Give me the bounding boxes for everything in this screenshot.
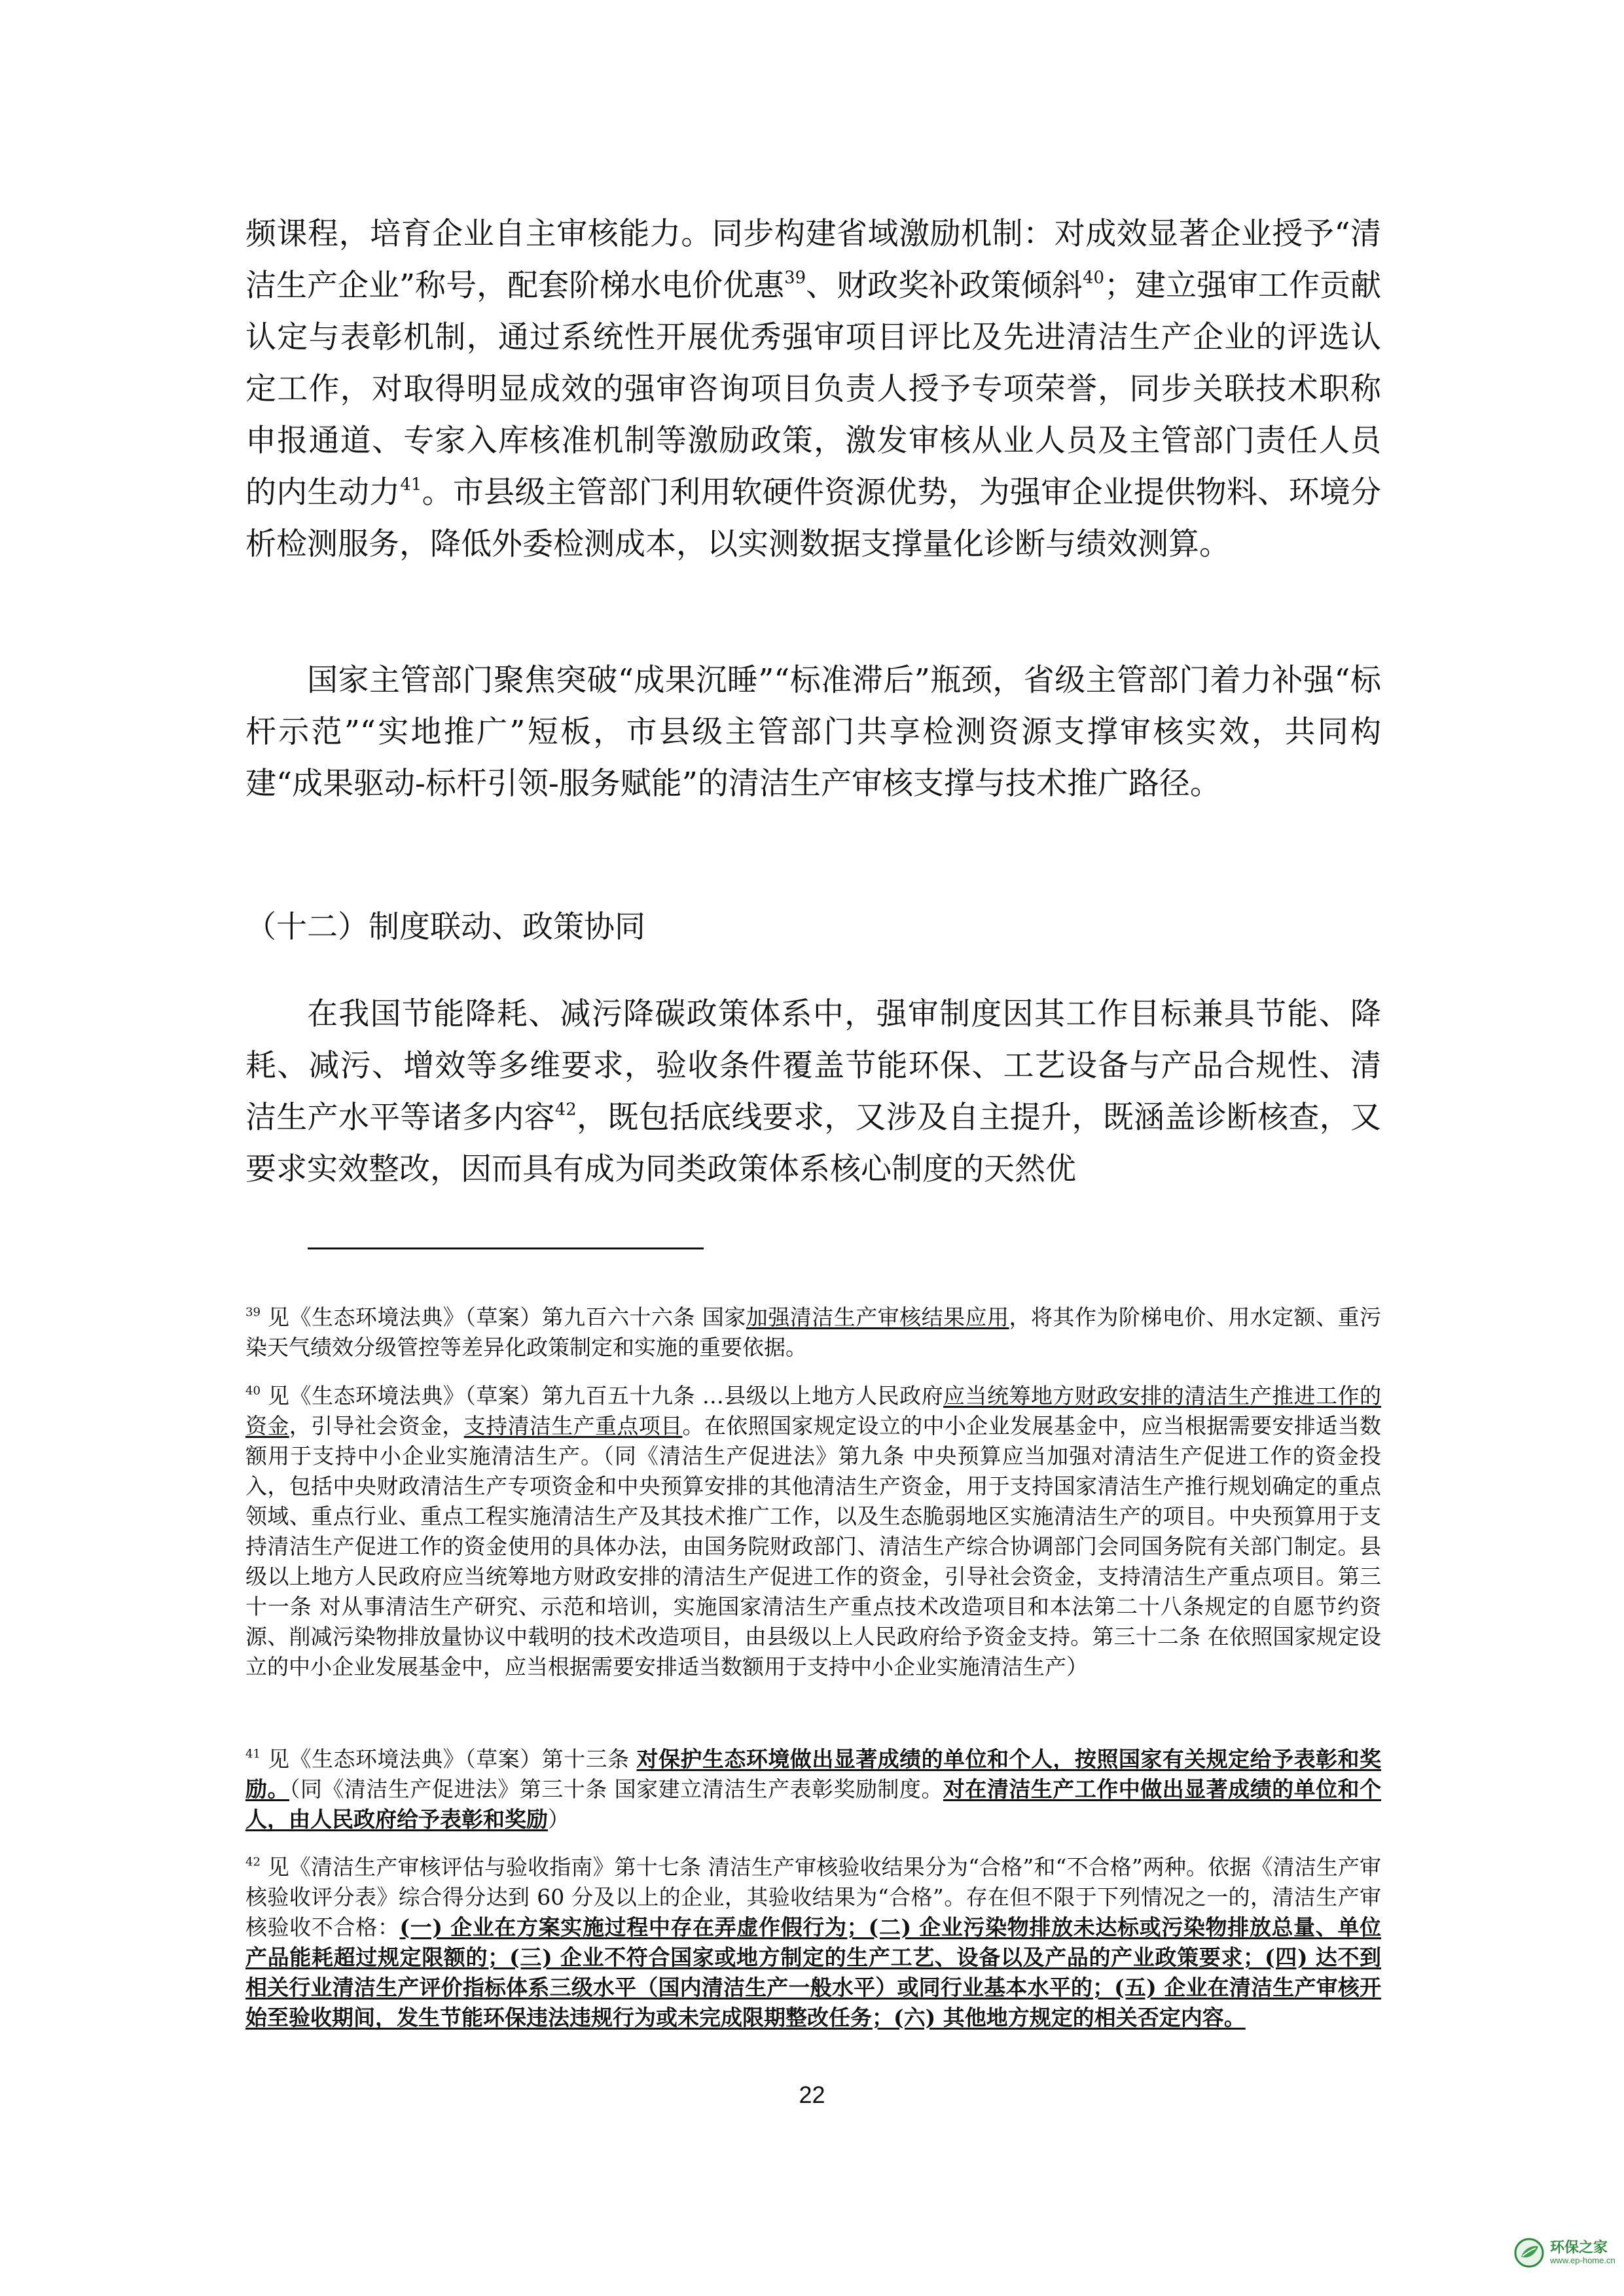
footnote-emphasis-text: 对在清洁生产工作中做出显著成绩的单位和个人，由人民政府给予表彰和奖励	[245, 1776, 1382, 1832]
p1-text-4: 。市县级主管部门利用软硬件资源优势，为强审企业提供物料、环境分析检测服务，降低外委检测成本，以实测数据支撑量化诊断与绩效测算。	[245, 475, 1382, 562]
footnote-41	[245, 1744, 1381, 1835]
footnote-text: 见《生态环境法典》（草案）第九百六十六条 国家	[261, 1304, 746, 1330]
page-number: 22	[799, 2081, 825, 2108]
footnote-text: 。在依照国家规定设立的中小企业发展基金中，应当根据需要安排适当数额用于支持中小企业实施清洁生产。（同《清洁生产促进法》第九条 中央预算应当加强对清洁生产促进工作的资金投入，包括中央财政清洁生产专项资金和中央预算安排的其他清洁生产资金，用于支持国家清洁生产推行规划确定的重点领域、重点行业、重点工程实施清洁生产及其技术推广工作，以及生态脆弱地区实施清洁生产的项目。中央预算用于支持清洁生产促进工作的资金使用的具体办法，由国务院财政部门、清洁生产综合协调部门会同国务院有关部门制定。县级以上地方人民政府应当统筹地方财政安排的清洁生产促进工作的资金，引导社会资金，支持清洁生产重点项目。第三十一条 对从事清洁生产研究、示范和培训，实施国家清洁生产重点技术改造项目和本法第二十八条规定的自愿节约资源、削减污染物排放量协议中载明的技术改造项目，由县级以上人民政府给予资金支持。第三十二条 在依照国家规定设立的中小企业发展基金中，应当根据需要安排适当数额用于支持中小企业实施清洁生产）	[245, 1413, 1382, 1679]
footnote-separator	[308, 1247, 704, 1249]
globe-leaf-icon	[1513, 2237, 1545, 2269]
footnote-ref-40[interactable]: 40	[1083, 268, 1104, 288]
footnote-emphasis-text: 对保护生态环境做出显著成绩的单位和个人，按照国家有关规定给予表彰和奖励。	[245, 1746, 1381, 1802]
footnote-underlined-text: 应当统筹地方财政安排的清洁生产推进工作的资金	[245, 1383, 1382, 1439]
footnote-ref-42[interactable]: 42	[554, 1100, 577, 1120]
footnote-number: 42	[245, 1855, 261, 1869]
footnote-number: 40	[245, 1384, 261, 1398]
p3-text-2: ，既包括底线要求，又涉及自主提升，既涵盖诊断核查，又要求实效整改，因而具有成为同类政策体系核心制度的天然优	[245, 1100, 1382, 1187]
footnote-text: 见《生态环境法典》（草案）第十三条	[261, 1746, 637, 1772]
watermark-name: 环保之家	[1550, 2239, 1608, 2255]
footnote-ref-39[interactable]: 39	[784, 268, 806, 288]
footnote-39	[245, 1302, 1381, 1363]
footnote-emphasis-text: (一) 企业在方案实施过程中存在弄虚作假行为；(二) 企业污染物排放未达标或污染物排放总量、单位产品能耗超过规定限额的；(三) 企业不符合国家或地方制定的生产工艺、设备以及产品的产业政策要求；(四) 达不到相关行业清洁生产评价指标体系三级水平（国内清洁生产一般水平）或同行业基本水平的；(五) 企业在清洁生产审核开始至验收期间，发生节能环保违法违规行为或未完成限期整改任务；(六) 其他地方规定的相关否定内容。	[245, 1914, 1382, 2030]
p3-text-1: 在我国节能降耗、减污降碳政策体系中，强审制度因其工作目标兼具节能、降耗、减污、增效等多维要求，验收条件覆盖节能环保、工艺设备与产品合规性、清洁生产水平等诸多内容	[245, 996, 1381, 1136]
footnote-42	[245, 1852, 1381, 2033]
footnote-text: ）	[548, 1806, 569, 1832]
footnote-ref-41[interactable]: 41	[400, 475, 422, 495]
paragraph-3	[245, 988, 1381, 1195]
footnote-underlined-text: 支持清洁生产重点项目	[463, 1413, 683, 1439]
watermark-logo	[1513, 2237, 1615, 2269]
footnote-number: 39	[245, 1305, 261, 1319]
paragraph-2: 国家主管部门聚焦突破“成果沉睡”“标准滞后”瓶颈，省级主管部门着力补强“标杆示范”“实地推广”短板，市县级主管部门共享检测资源支撑审核实效，共同构建“成果驱动-标杆引领-服务赋能”的清洁生产审核支撑与技术推广路径。	[245, 662, 1381, 802]
section-heading: （十二）制度联动、政策协同	[245, 909, 645, 945]
footnote-text: 见《清洁生产审核评估与验收指南》第十七条 清洁生产审核验收结果分为“合格”和“不合格”两种。依据《清洁生产审核验收评分表》综合得分达到 60 分及以上的企业，其验收结果为“合格”。存在但不限于下列情况之一的，清洁生产审核验收不合格：	[245, 1854, 1381, 1940]
footnote-40	[245, 1381, 1381, 1682]
footnote-text: 见《生态环境法典》（草案）第九百五十九条 …县级以上地方人民政府	[261, 1383, 944, 1408]
footnote-text: （同《清洁生产促进法》第三十条 国家建立清洁生产表彰奖励制度。	[289, 1776, 943, 1802]
watermark-url: www.ep-home.cn	[1550, 2255, 1615, 2265]
footnote-number: 41	[245, 1747, 261, 1761]
p1-text-3: ；建立强审工作贡献认定与表彰机制，通过系统性开展优秀强审项目评比及先进清洁生产企业的评选认定工作，对取得明显成效的强审咨询项目负责人授予专项荣誉，同步关联技术职称申报通道、专家入库核准机制等激励政策，激发审核从业人员及主管部门责任人员的内生动力	[245, 268, 1382, 511]
footnote-text: ，将其作为阶梯电价、用水定额、重污染天气绩效分级管控等差异化政策制定和实施的重要依据。	[245, 1304, 1382, 1360]
footnote-text: ，引导社会资金，	[289, 1413, 464, 1439]
p1-text-1: 频课程，培育企业自主审核能力。同步构建省域激励机制：对成效显著企业授予“清洁生产企业”称号，配套阶梯水电价优惠	[245, 216, 1381, 304]
footnote-underlined-text: 加强清洁生产审核结果应用	[746, 1304, 1009, 1330]
paragraph-1	[245, 208, 1381, 570]
p1-text-2: 、财政奖补政策倾斜	[806, 268, 1083, 304]
